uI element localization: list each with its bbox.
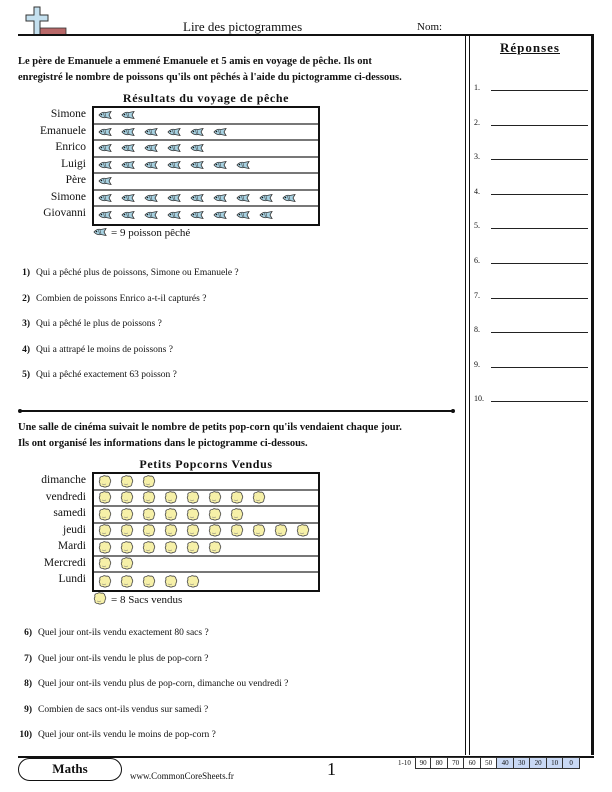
popcorn-icon <box>186 491 202 504</box>
math-plus-logo-icon <box>24 6 72 36</box>
fish-icon <box>98 194 115 202</box>
popcorn-icon <box>142 475 158 488</box>
popcorn-icon <box>120 575 136 588</box>
answer-number: 8. <box>474 325 480 335</box>
row-label: Père <box>65 174 86 186</box>
answer-number: 6. <box>474 256 480 265</box>
fish-icon <box>167 211 184 219</box>
separator-dot <box>18 409 22 413</box>
answer-blank[interactable] <box>491 228 588 229</box>
answer-number: 3. <box>474 152 480 162</box>
column-divider <box>465 36 470 755</box>
answer-number: 10. <box>474 394 484 404</box>
question <box>12 345 173 355</box>
popcorn-icon <box>142 575 158 588</box>
pictogram-row <box>94 524 318 541</box>
fish-icon <box>93 227 107 239</box>
row-label: samedi <box>53 507 86 519</box>
row-label: vendredi <box>45 490 86 503</box>
question-number: 1) <box>22 268 30 278</box>
popcorn-icon <box>164 524 180 537</box>
score-cell: 0 <box>563 757 580 769</box>
popcorn-icon <box>296 524 312 537</box>
question <box>12 370 177 380</box>
question-number: 5) <box>22 370 30 380</box>
row-label: Giovanni <box>43 207 86 219</box>
score-cell: 50 <box>481 757 498 769</box>
row-label: Simone <box>50 190 86 203</box>
answer-number: 2. <box>474 117 480 127</box>
answer-line[interactable] <box>474 320 594 334</box>
answer-number: 1. <box>474 83 480 92</box>
pictogram-row <box>94 507 318 524</box>
popcorn-icon <box>98 541 114 554</box>
popcorn-pictogram <box>92 472 320 592</box>
row-label: Mercredi <box>43 556 86 569</box>
fish-icon <box>282 194 299 202</box>
popcorn-icon <box>120 524 136 537</box>
fish-icon <box>167 194 184 202</box>
answer-blank[interactable] <box>491 125 588 126</box>
popcorn-icon <box>164 491 180 504</box>
question-text: Quel jour ont-ils vendu exactement 80 sacs ? <box>38 628 209 638</box>
pictogram-row <box>94 540 318 557</box>
fish-icon <box>98 111 115 119</box>
question-number: 4) <box>22 344 30 355</box>
pictogram-row <box>94 207 318 224</box>
answer-blank[interactable] <box>491 401 588 402</box>
question-number: 6) <box>24 628 32 638</box>
popcorn-icon <box>186 524 202 537</box>
question <box>14 679 288 689</box>
popcorn-icon <box>186 575 202 588</box>
fish-icon <box>213 194 230 202</box>
section2-intro <box>18 420 463 452</box>
intro-line: enregistré le nombre de poissons qu'ils ont pêchés à l'aide du pictogramme ci-dessous. <box>18 72 402 83</box>
popcorn-icon <box>164 541 180 554</box>
question-text: Combien de sacs ont-ils vendus sur samedi ? <box>38 704 209 715</box>
answer-blank[interactable] <box>491 367 588 368</box>
fish-chart-title: Résultats du voyage de pêche <box>122 91 290 105</box>
pictogram-row <box>94 491 318 508</box>
question-text: Quel jour ont-ils vendu plus de pop-corn, dimanche ou vendredi ? <box>38 679 289 689</box>
pictogram-row <box>94 125 318 142</box>
answer-line[interactable] <box>474 113 594 127</box>
fish-icon <box>121 161 138 169</box>
row-label: Simone <box>50 108 86 120</box>
answer-line[interactable] <box>474 147 594 161</box>
popcorn-icon <box>120 541 136 554</box>
popcorn-icon <box>230 491 246 504</box>
separator-dot <box>451 409 455 413</box>
answer-number: 7. <box>474 290 480 300</box>
header-rule <box>18 34 594 36</box>
question <box>14 654 208 664</box>
fish-icon <box>98 177 115 185</box>
popcorn-icon <box>98 475 114 488</box>
fish-legend-text: = 9 poisson pêché <box>111 227 191 239</box>
score-cell: 80 <box>431 757 448 769</box>
fish-pictogram <box>92 106 320 226</box>
answer-blank[interactable] <box>491 90 588 91</box>
question <box>14 628 209 638</box>
popcorn-icon <box>186 508 202 521</box>
popcorn-icon <box>120 475 136 488</box>
question-number: 2) <box>22 293 30 304</box>
fish-icon <box>190 144 207 152</box>
popcorn-legend-text: = 8 Sacs vendus <box>111 594 183 606</box>
pictogram-row <box>94 174 318 191</box>
subject-badge: Maths <box>18 758 122 781</box>
score-table <box>398 757 580 769</box>
pictogram-row <box>94 557 318 574</box>
fish-icon <box>121 144 138 152</box>
fish-legend <box>93 227 190 239</box>
fish-icon <box>259 194 276 202</box>
popcorn-icon <box>208 508 224 521</box>
popcorn-icon <box>208 541 224 554</box>
score-label: 1-10 <box>398 759 411 767</box>
popcorn-icon <box>208 524 224 537</box>
answer-line[interactable] <box>474 389 594 403</box>
answer-blank[interactable] <box>491 159 588 160</box>
pictogram-row <box>94 108 318 125</box>
question <box>12 294 206 304</box>
answer-blank[interactable] <box>491 263 588 264</box>
popcorn-icon <box>120 557 136 570</box>
answer-line[interactable] <box>474 216 594 230</box>
pictogram-row <box>94 158 318 175</box>
popcorn-icon <box>142 524 158 537</box>
fish-icon <box>121 211 138 219</box>
fish-icon <box>213 161 230 169</box>
popcorn-icon <box>98 491 114 504</box>
popcorn-icon <box>186 541 202 554</box>
popcorn-icon <box>252 491 268 504</box>
popcorn-icon <box>93 592 107 608</box>
question-number: 3) <box>22 319 30 329</box>
fish-icon <box>144 211 161 219</box>
popcorn-icon <box>142 508 158 521</box>
question-text: Qui a pêché exactement 63 poisson ? <box>36 370 177 380</box>
answer-line[interactable] <box>474 286 594 300</box>
answer-line[interactable] <box>474 355 594 369</box>
fish-icon <box>144 194 161 202</box>
popcorn-chart-title: Petits Popcorns Vendus <box>139 457 273 471</box>
score-cell: 60 <box>464 757 481 769</box>
score-cell: 40 <box>497 757 514 769</box>
score-cell: 90 <box>415 757 432 769</box>
fish-icon <box>213 128 230 136</box>
fish-icon <box>144 144 161 152</box>
fish-icon <box>98 211 115 219</box>
answer-line[interactable] <box>474 251 594 265</box>
fish-icon <box>98 161 115 169</box>
fish-icon <box>144 161 161 169</box>
intro-line: Ils ont organisé les informations dans le pictogramme ci-dessous. <box>18 438 308 449</box>
popcorn-icon <box>120 491 136 504</box>
fish-icon <box>121 111 138 119</box>
fish-icon <box>236 161 253 169</box>
answer-number: 5. <box>474 221 480 231</box>
popcorn-legend <box>93 592 182 608</box>
answer-blank[interactable] <box>491 332 588 333</box>
question-number: 9) <box>24 704 32 715</box>
pictogram-row <box>94 573 318 590</box>
question-text: Quel jour ont-ils vendu le plus de pop-corn ? <box>38 653 209 664</box>
fish-icon <box>121 128 138 136</box>
score-cell: 10 <box>547 757 564 769</box>
pictogram-row <box>94 191 318 208</box>
fish-icon <box>98 144 115 152</box>
popcorn-icon <box>230 508 246 521</box>
fish-icon <box>213 211 230 219</box>
popcorn-icon <box>98 524 114 537</box>
row-label: Lundi <box>58 573 86 585</box>
pictogram-row <box>94 474 318 491</box>
answer-blank[interactable] <box>491 298 588 299</box>
answer-number: 9. <box>474 359 480 369</box>
section1-intro <box>18 54 463 86</box>
fish-icon <box>98 128 115 136</box>
answer-line[interactable] <box>474 78 594 92</box>
answer-number: 4. <box>474 186 480 196</box>
question <box>12 319 162 329</box>
popcorn-icon <box>164 575 180 588</box>
fish-icon <box>167 128 184 136</box>
fish-icon <box>236 194 253 202</box>
row-label: Enrico <box>55 141 86 153</box>
question-text: Combien de poissons Enrico a-t-il capturés ? <box>36 293 207 304</box>
popcorn-icon <box>164 508 180 521</box>
popcorn-icon <box>274 524 290 537</box>
fish-icon <box>190 211 207 219</box>
fish-icon <box>144 128 161 136</box>
question-number: 8) <box>24 679 32 689</box>
answer-line[interactable] <box>474 182 594 196</box>
popcorn-icon <box>208 491 224 504</box>
fish-icon <box>190 194 207 202</box>
fish-icon <box>167 144 184 152</box>
question-number: 7) <box>24 653 32 664</box>
name-label: Nom: <box>417 21 443 33</box>
page-number: 1 <box>327 759 336 779</box>
pictogram-row <box>94 141 318 158</box>
answers-title: Réponses <box>499 40 560 55</box>
popcorn-icon <box>142 491 158 504</box>
score-cell: 20 <box>530 757 547 769</box>
fish-icon <box>236 211 253 219</box>
question-text: Qui a pêché le plus de poissons ? <box>36 319 162 329</box>
score-cell: 30 <box>514 757 531 769</box>
score-cell: 70 <box>448 757 465 769</box>
popcorn-icon <box>98 557 114 570</box>
intro-line: Une salle de cinéma suivait le nombre de petits pop-corn qu'ils vendaient chaque jour. <box>18 422 402 433</box>
row-label: Luigi <box>61 157 86 170</box>
fish-icon <box>167 161 184 169</box>
popcorn-icon <box>98 508 114 521</box>
popcorn-icon <box>142 541 158 554</box>
popcorn-icon <box>120 508 136 521</box>
question <box>14 730 216 740</box>
row-label: Mardi <box>57 540 86 552</box>
intro-line: Le père de Emanuele a emmené Emanuele et 5 amis en voyage de pêche. Ils ont <box>18 56 372 67</box>
question-number: 10) <box>19 730 32 740</box>
fish-icon <box>121 194 138 202</box>
row-label: jeudi <box>63 523 86 536</box>
popcorn-icon <box>252 524 268 537</box>
question <box>14 705 208 715</box>
answer-blank[interactable] <box>491 194 588 195</box>
popcorn-icon <box>230 524 246 537</box>
section-separator <box>20 410 452 412</box>
popcorn-icon <box>98 575 114 588</box>
fish-icon <box>190 161 207 169</box>
question <box>12 268 239 278</box>
question-text: Quel jour ont-ils vendu le moins de pop-corn ? <box>38 730 216 740</box>
fish-icon <box>259 211 276 219</box>
fish-icon <box>190 128 207 136</box>
worksheet-title: Lire des pictogrammes <box>183 19 303 34</box>
row-label: dimanche <box>41 474 86 486</box>
row-label: Emanuele <box>40 124 86 137</box>
question-text: Qui a pêché plus de poissons, Simone ou Emanuele ? <box>36 268 239 278</box>
question-text: Qui a attrapé le moins de poissons ? <box>36 344 173 355</box>
site-url: www.CommonCoreSheets.fr <box>130 771 234 781</box>
